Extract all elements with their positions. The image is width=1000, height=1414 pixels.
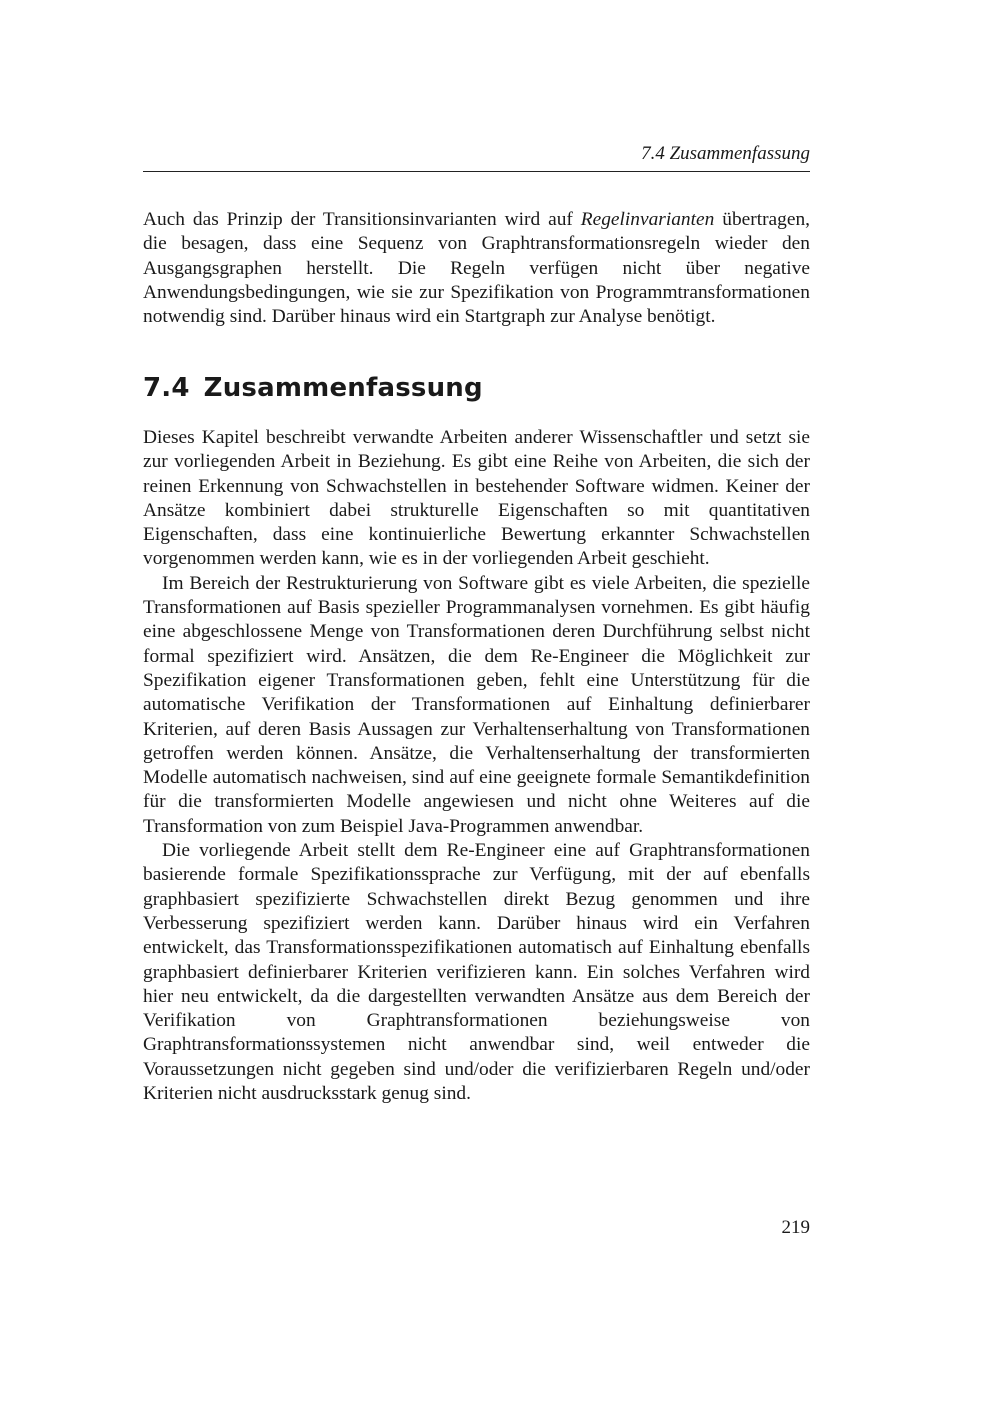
intro-text-end: übertragen, die besagen, dass eine Sequenz von Graphtransformationsregeln wieder den Ausgangsgraphen herstellt. Die Regeln verfügen nicht über negative Anwendungsbedingungen, wie sie zur Spezifikation von Programmtransformationen notwendig sind. Darüber hinaus wird ein Startgraph zur Analyse benötigt. [143,209,810,328]
running-header: 7.4 Zusammenfassung [641,143,810,164]
section-paragraph-1: Dieses Kapitel beschreibt verwandte Arbeiten anderer Wissenschaftler und setzt sie zur vorliegenden Arbeit in Beziehung. Es gibt eine Reihe von Arbeiten, die sich der reinen Erkennung von Schwachstellen in bestehender Software widmen. Keiner der Ansätze kombiniert dabei strukturelle Eigenschaften so mit quantitativen Eigenschaften, dass eine kontinuierliche Bewertung erkannter Schwachstellen vorgenommen werden kann, wie es in der vorliegenden Arbeit geschieht. [143,427,810,570]
section-title: Zusammenfassung [203,373,483,403]
page-number: 219 [781,1217,810,1238]
emphasized-term: Regelinvarianten [580,209,715,230]
section-heading [143,368,483,408]
intro-paragraph [143,208,810,329]
section-number: 7.4 [143,373,190,403]
section-body [143,426,810,1106]
section-paragraph-2: Im Bereich der Restrukturierung von Software gibt es viele Arbeiten, die spezielle Transformationen auf Basis spezieller Programmanalysen vornehmen. Es gibt häufig eine abgeschlossene Menge von Transformationen deren Durchführung selbst nicht formal spezifiziert wird. Ansätzen, die dem Re-Engineer die Möglichkeit zur Spezifikation eigener Transformationen geben, fehlt eine Unterstützung für die automatische Verifikation der Transformationen auf Einhaltung definierbarer Kriterien, auf deren Basis Aussagen zur Verhaltenserhaltung von Transformationen getroffen werden können. Ansätze, die Verhaltenserhaltung der transformierten Modelle automatisch nachweisen, sind auf eine geeignete formale Semantikdefinition für die transformierten Modelle angewiesen und nicht ohne Weiteres auf die Transformation von zum Beispiel Java-Programmen anwendbar. [143,572,810,837]
header-rule [143,171,810,172]
intro-paragraph-text [143,208,810,329]
section-paragraph-3: Die vorliegende Arbeit stellt dem Re-Engineer eine auf Graphtransformationen basierende formale Spezifikationssprache zur Verfügung, mit der auf ebenfalls graphbasiert spezifizierte Schwachstellen direkt Bezug genommen und ihre Verbesserung spezifiziert werden kann. Darüber hinaus wird ein Verfahren entwickelt, das Transformationsspezifikationen automatisch auf Einhaltung ebenfalls graphbasiert definierbarer Kriterien verifizieren kann. Ein solches Verfahren wird hier neu entwickelt, da die dargestellten verwandten Ansätze aus dem Bereich der Verifikation von Graphtransformationen beziehungsweise von Graphtransformationssystemen nicht anwendbar sind, weil entweder die Voraussetzungen nicht gegeben sind und/oder die verifizierbaren Regeln und/oder Kriterien nicht ausdrucksstark genug sind. [143,840,810,1105]
intro-text-start: Auch das Prinzip der Transitionsinvarianten wird auf [143,209,581,230]
